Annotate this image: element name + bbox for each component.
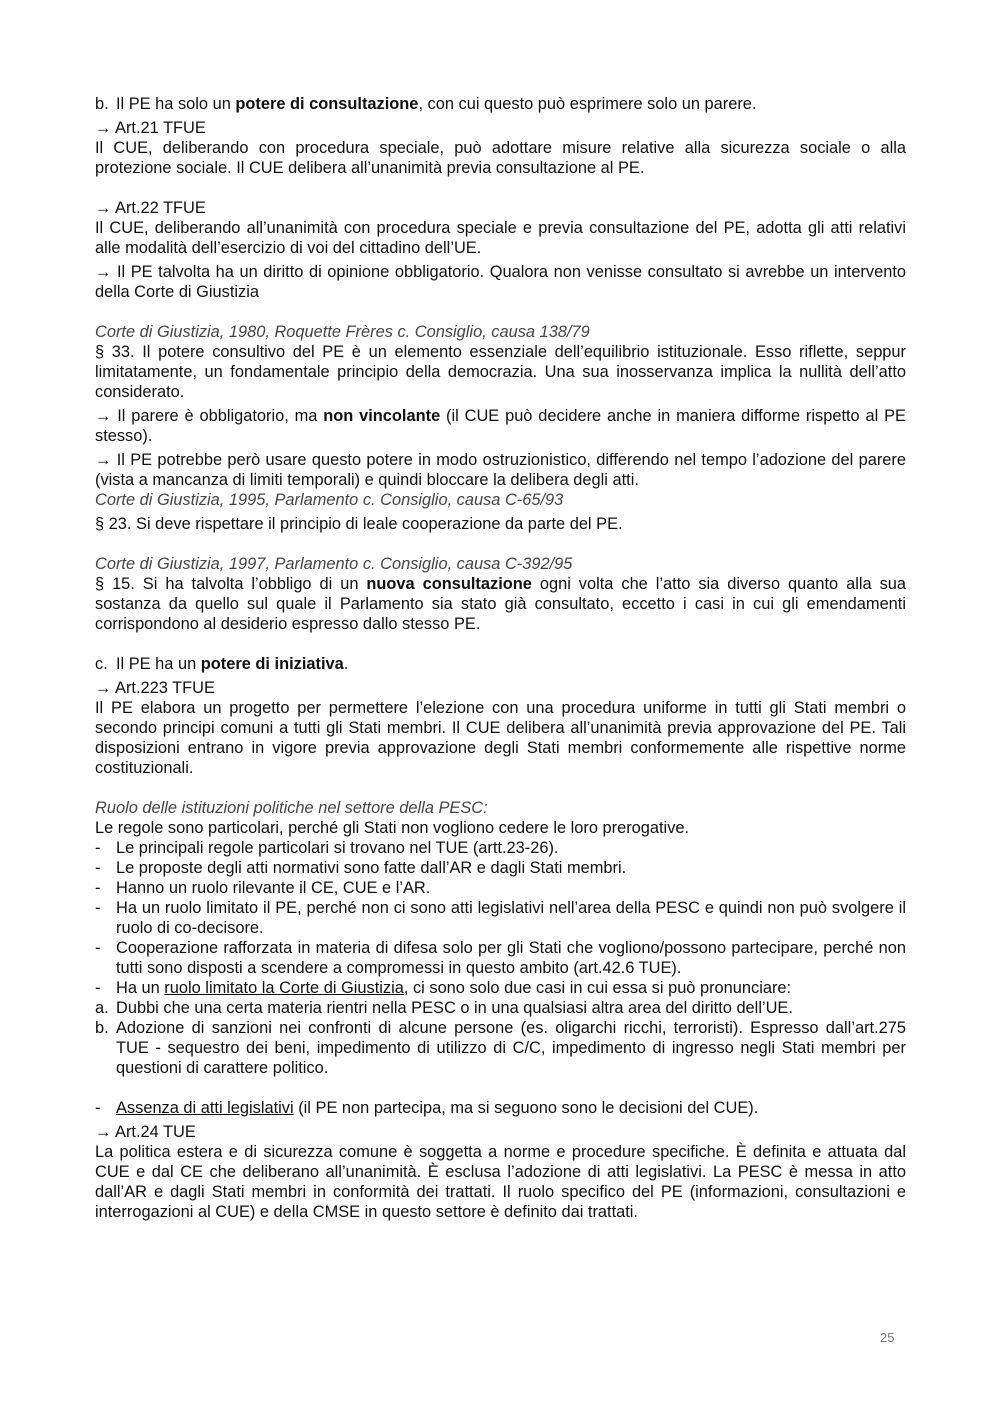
list-item: - Ha un ruolo limitato il PE, perché non ci sono atti legislativi nell’area della PESC e quindi non può svolgere il ruolo di co-decisore. <box>95 899 906 937</box>
case-citation: Corte di Giustizia, 1980, Roquette Frères c. Consiglio, causa 138/79 <box>95 323 590 341</box>
case-text: § 33. Il potere consultivo del PE è un elemento essenziale dell’equilibrio istituzionale. Esso riflette, seppur limitatamente, un fondamentale principio della democrazia. Una sua inosservanza implica la nullità dell’atto considerato. <box>95 343 906 401</box>
intro-text: Le regole sono particolari, perché gli Stati non vogliono cedere le loro prerogative. <box>95 819 690 837</box>
underlined-term: ruolo limitato la Corte di Giustizia <box>164 979 404 997</box>
case-citation: Corte di Giustizia, 1997, Parlamento c. Consiglio, causa C-392/95 <box>95 555 573 573</box>
list-marker: b. <box>95 1019 109 1037</box>
list-item: a. Dubbi che una certa materia rientri nella PESC o in una qualsiasi altra area del diritto dell’UE. <box>95 999 793 1017</box>
section-title: Ruolo delle istituzioni politiche nel settore della PESC: <box>95 799 488 817</box>
dash-marker: - <box>95 879 101 897</box>
document-page <box>95 94 906 1222</box>
list-item: - Le principali regole particolari si trovano nel TUE (artt.23-26). <box>95 839 559 857</box>
dash-marker: - <box>95 1099 101 1117</box>
bold-term: non vincolante <box>323 407 441 425</box>
article-ref: → Art.223 TFUE <box>95 679 215 697</box>
section-b-heading: b. Il PE ha solo un potere di consultazione, con cui questo può esprimere solo un parere. <box>95 95 757 113</box>
list-item: - Le proposte degli atti normativi sono fatte dall’AR e dagli Stati membri. <box>95 859 627 877</box>
list-marker: a. <box>95 999 109 1017</box>
article-text: Il PE elabora un progetto per permettere l’elezione con una procedura uniforme in tutti gli Stati membri o secondo principi comuni a tutti gli Stati membri. Il CUE delibera all’unanimità previa approvazione del PE. Tali disposizioni entrano in vigore previa approvazione degli Stati membri conformemente alle rispettive norme costituzionali. <box>95 699 906 777</box>
case-text: § 23. Si deve rispettare il principio di leale cooperazione da parte del PE. <box>95 515 623 533</box>
list-item: b. Adozione di sanzioni nei confronti di alcune persone (es. oligarchi ricchi, terroristi). Espresso dall’art.275 TUE - sequestro dei beni, impedimento di utilizzo di C/C, impedimento di ingresso negli Stati membri per questioni di carattere politico. <box>95 1019 906 1077</box>
dash-marker: - <box>95 859 101 877</box>
dash-marker: - <box>95 839 101 857</box>
note-paragraph: → Il parere è obbligatorio, ma non vincolante (il CUE può decidere anche in maniera difforme rispetto al PE stesso). <box>95 407 906 445</box>
page-number: 25 <box>880 1330 895 1345</box>
bold-term: potere di consultazione <box>235 95 419 113</box>
list-item: - Assenza di atti legislativi (il PE non partecipa, ma si seguono sono le decisioni del CUE). <box>95 1099 759 1117</box>
list-marker: b. <box>95 95 109 113</box>
case-text: § 15. Si ha talvolta l’obbligo di un nuova consultazione ogni volta che l’atto sia diverso quanto alla sua sostanza da quello sul quale il Parlamento sia stato già consultato, eccetto i casi in cui gli emendamenti corrispondono al desiderio espresso dallo stesso PE. <box>95 575 906 633</box>
underlined-term: Assenza di atti legislativi <box>116 1099 294 1117</box>
article-text: Il CUE, deliberando all’unanimità con procedura speciale e previa consultazione del PE, adotta gli atti relativi alle modalità dell’esercizio di voi del cittadino dell’UE. <box>95 219 906 257</box>
bold-term: nuova consultazione <box>366 575 532 593</box>
list-item: - Cooperazione rafforzata in materia di difesa solo per gli Stati che vogliono/possono partecipare, perché non tutti sono disposti a scendere a compromessi in questo ambito (art.42.6 TUE). <box>95 939 906 977</box>
note-paragraph: → Il PE potrebbe però usare questo potere in modo ostruzionistico, differendo nel tempo l’adozione del parere (vista a mancanza di limiti temporali) e quindi bloccare la delibera degli atti. <box>95 451 906 489</box>
dash-marker: - <box>95 899 101 917</box>
pesc-bullet-list <box>95 838 906 1078</box>
section-c-heading: c. Il PE ha un potere di iniziativa. <box>95 655 349 673</box>
article-text: La politica estera e di sicurezza comune è soggetta a norme e procedure specifiche. È definita e attuata dal CUE e dal CE che deliberano all’unanimità. È esclusa l’adozione di atti legislativi. La PESC è messa in atto dall’AR e dagli Stati membri in conformità dei trattati. Il ruolo specifico del PE (informazioni, consultazioni e interrogazioni al CUE) e della CMSE in questo settore è definito dai trattati. <box>95 1143 906 1221</box>
article-ref: → Art.21 TFUE <box>95 119 206 137</box>
article-text: Il CUE, deliberando con procedura speciale, può adottare misure relative alla sicurezza sociale o alla protezione sociale. Il CUE delibera all’unanimità previa consultazione al PE. <box>95 139 906 177</box>
list-marker: c. <box>95 655 108 673</box>
list-item: - Ha un ruolo limitato la Corte di Giustizia, ci sono solo due casi in cui essa si può pronunciare: <box>95 979 792 997</box>
note-paragraph: → Il PE talvolta ha un diritto di opinione obbligatorio. Qualora non venisse consultato si avrebbe un intervento della Corte di Giustizia <box>95 263 906 301</box>
article-ref: → Art.22 TFUE <box>95 199 206 217</box>
list-item: - Hanno un ruolo rilevante il CE, CUE e l’AR. <box>95 879 431 897</box>
bold-term: potere di iniziativa <box>200 655 344 673</box>
article-ref: → Art.24 TUE <box>95 1123 196 1141</box>
dash-marker: - <box>95 979 101 997</box>
case-citation: Corte di Giustizia, 1995, Parlamento c. Consiglio, causa C-65/93 <box>95 491 564 509</box>
dash-marker: - <box>95 939 101 957</box>
